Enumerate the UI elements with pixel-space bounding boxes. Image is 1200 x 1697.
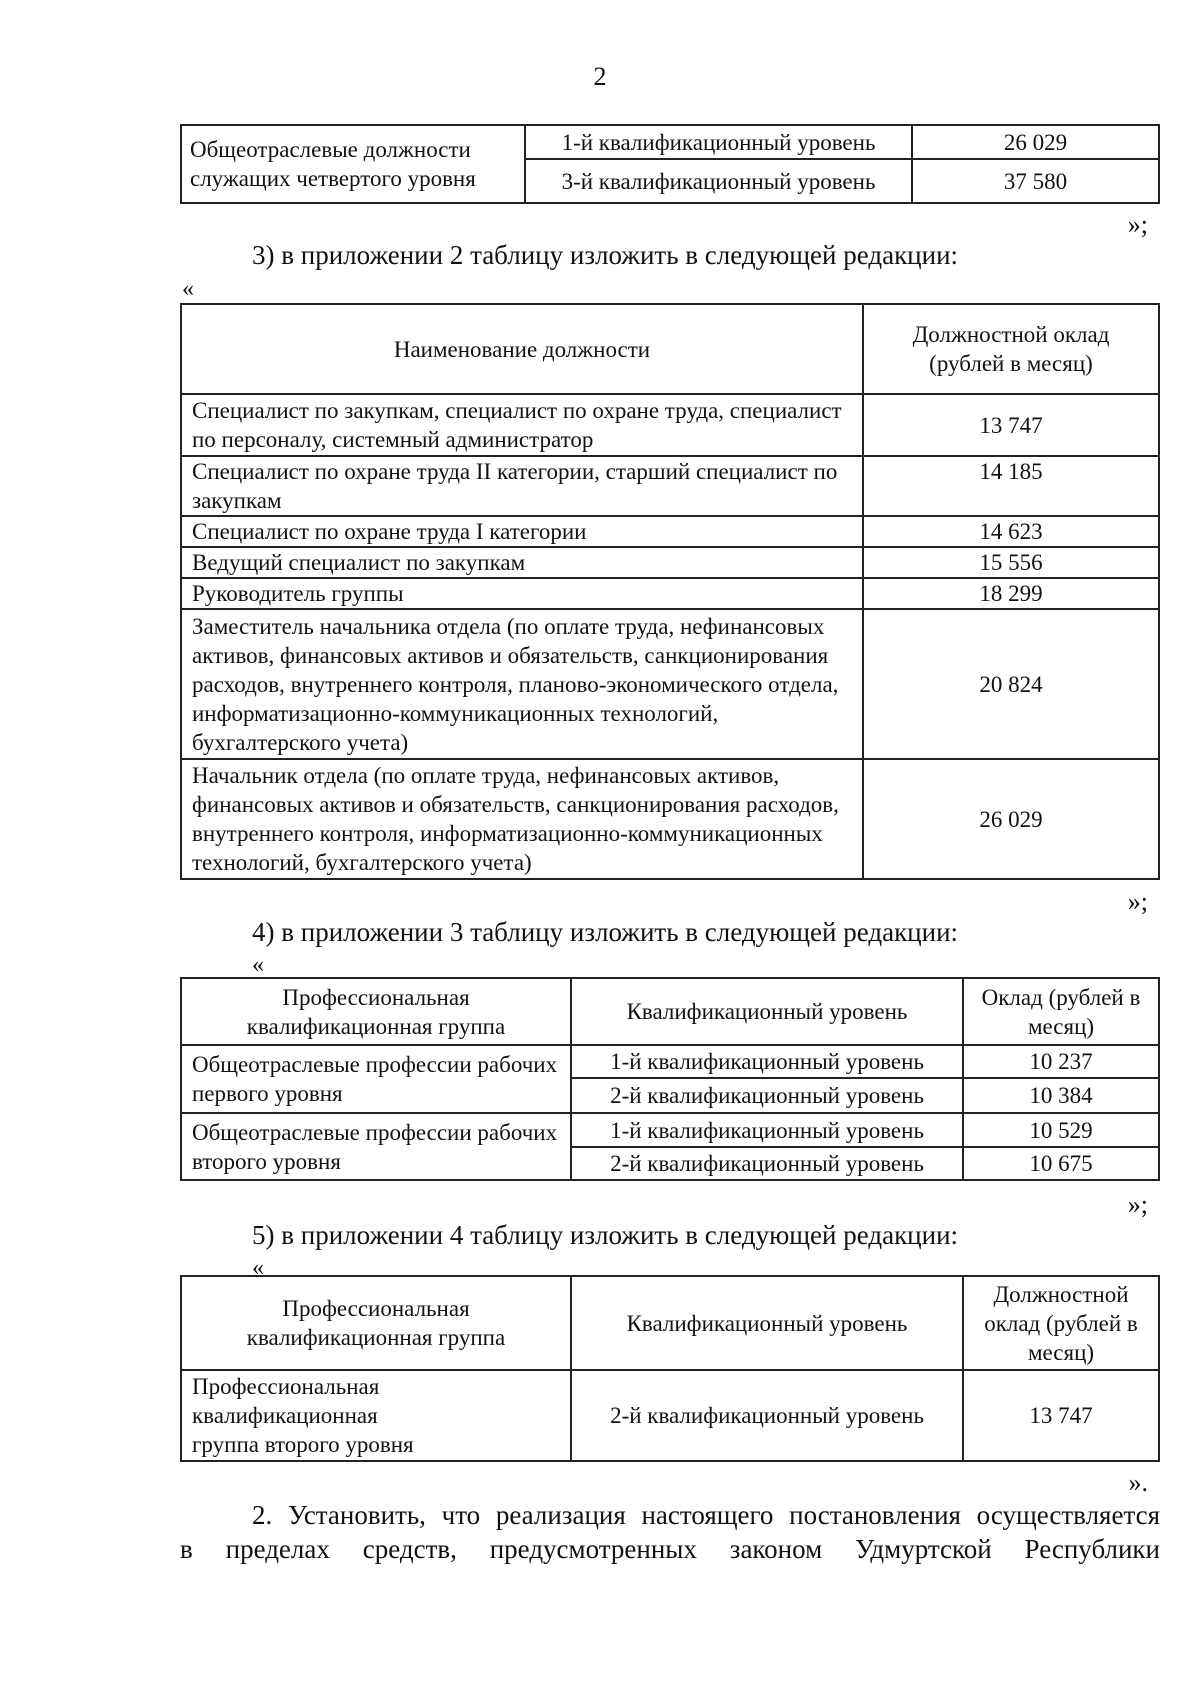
paragraph-2-line-2: в пределах средств, предусмотренных законом Удмуртской Республики (180, 1534, 1160, 1564)
closing-quote-final: ». (1128, 1468, 1148, 1497)
table-fourth-level (180, 124, 1160, 204)
table3-row-name: Специалист по охране труда II категории, старший специалист по закупкам (181, 456, 863, 516)
paragraph-2-line-1: 2. Установить, что реализация настоящего постановления осуществляется (252, 1500, 1160, 1530)
table-appendix-4 (180, 1275, 1160, 1462)
table1-level-1: 1-й квалификационный уровень (525, 125, 912, 159)
table3-row-salary: 14 623 (863, 516, 1159, 547)
table3-row-salary: 26 029 (863, 759, 1159, 879)
closing-quote-3: »; (1127, 1190, 1148, 1219)
table1-level-2: 3-й квалификационный уровень (525, 159, 912, 203)
table4-salary: 10 675 (963, 1147, 1159, 1180)
table3-row-salary: 18 299 (863, 578, 1159, 609)
table3-header-name: Наименование должности (181, 304, 863, 394)
table4-level: 1-й квалификационный уровень (571, 1113, 963, 1147)
table3-row-name: Заместитель начальника отдела (по оплате труда, нефинансовых активов, финансовых активов и обязательств, санкционирования расходов, внутреннего контроля, планово-экономического отдела, информатизационно-коммуникационных технологий, бухгалтерского учета) (181, 609, 863, 759)
table3-row-name: Начальник отдела (по оплате труда, нефинансовых активов, финансовых активов и обязательств, санкционирования расходов, внутреннего контроля, информатизационно-коммуникационных технологий, бухгалтерского учета) (181, 759, 863, 879)
table-appendix-2 (180, 303, 1160, 880)
table3-row-salary: 13 747 (863, 394, 1159, 456)
table4-salary: 10 529 (963, 1113, 1159, 1147)
table5-salary: 13 747 (963, 1370, 1159, 1461)
table3-row-name: Специалист по закупкам, специалист по охране труда, специалист по персоналу, системный администратор (181, 394, 863, 456)
table5-header-level: Квалификационный уровень (571, 1276, 963, 1370)
table4-header-level: Квалификационный уровень (571, 978, 963, 1045)
table3-row-name: Ведущий специалист по закупкам (181, 547, 863, 578)
table3-row-salary: 20 824 (863, 609, 1159, 759)
table1-salary-2: 37 580 (912, 159, 1159, 203)
table3-row-salary: 14 185 (863, 456, 1159, 516)
table4-level: 2-й квалификационный уровень (571, 1078, 963, 1113)
table5-header-group: Профессиональная квалификационная группа (181, 1276, 571, 1370)
table4-header-salary: Оклад (рублей в месяц) (963, 978, 1159, 1045)
table4-header-group: Профессиональная квалификационная группа (181, 978, 571, 1045)
item5-heading: 5) в приложении 4 таблицу изложить в следующей редакции: (252, 1220, 959, 1250)
table3-row-name: Руководитель группы (181, 578, 863, 609)
table5-group: Профессиональная квалификационная группа второго уровня (181, 1370, 571, 1461)
closing-quote-2: »; (1127, 887, 1148, 916)
table3-row-name: Специалист по охране труда I категории (181, 516, 863, 547)
item3-heading: 3) в приложении 2 таблицу изложить в следующей редакции: (252, 240, 959, 270)
table1-salary-1: 26 029 (912, 125, 1159, 159)
table5-level: 2-й квалификационный уровень (571, 1370, 963, 1461)
table5-header-salary: Должностной оклад (рублей в месяц) (963, 1276, 1159, 1370)
paragraph-2 (180, 1498, 1160, 1566)
item4-heading: 4) в приложении 3 таблицу изложить в следующей редакции: (252, 917, 959, 947)
table4-group-2: Общеотраслевые профессии рабочих второго уровня (181, 1113, 571, 1180)
table4-salary: 10 384 (963, 1078, 1159, 1113)
table-appendix-3 (180, 977, 1160, 1181)
table4-level: 1-й квалификационный уровень (571, 1045, 963, 1078)
open-quote-5: « (252, 1255, 264, 1281)
page-number: 2 (593, 62, 607, 91)
closing-quote-1: »; (1127, 210, 1148, 239)
table3-header-salary: Должностной оклад (рублей в месяц) (863, 304, 1159, 394)
open-quote-3: « (182, 276, 194, 302)
table4-level: 2-й квалификационный уровень (571, 1147, 963, 1180)
table3-row-salary: 15 556 (863, 547, 1159, 578)
table1-group: Общеотраслевые должности служащих четвертого уровня (181, 125, 525, 203)
table4-salary: 10 237 (963, 1045, 1159, 1078)
table4-group-1: Общеотраслевые профессии рабочих первого уровня (181, 1045, 571, 1113)
open-quote-4: « (252, 952, 264, 978)
